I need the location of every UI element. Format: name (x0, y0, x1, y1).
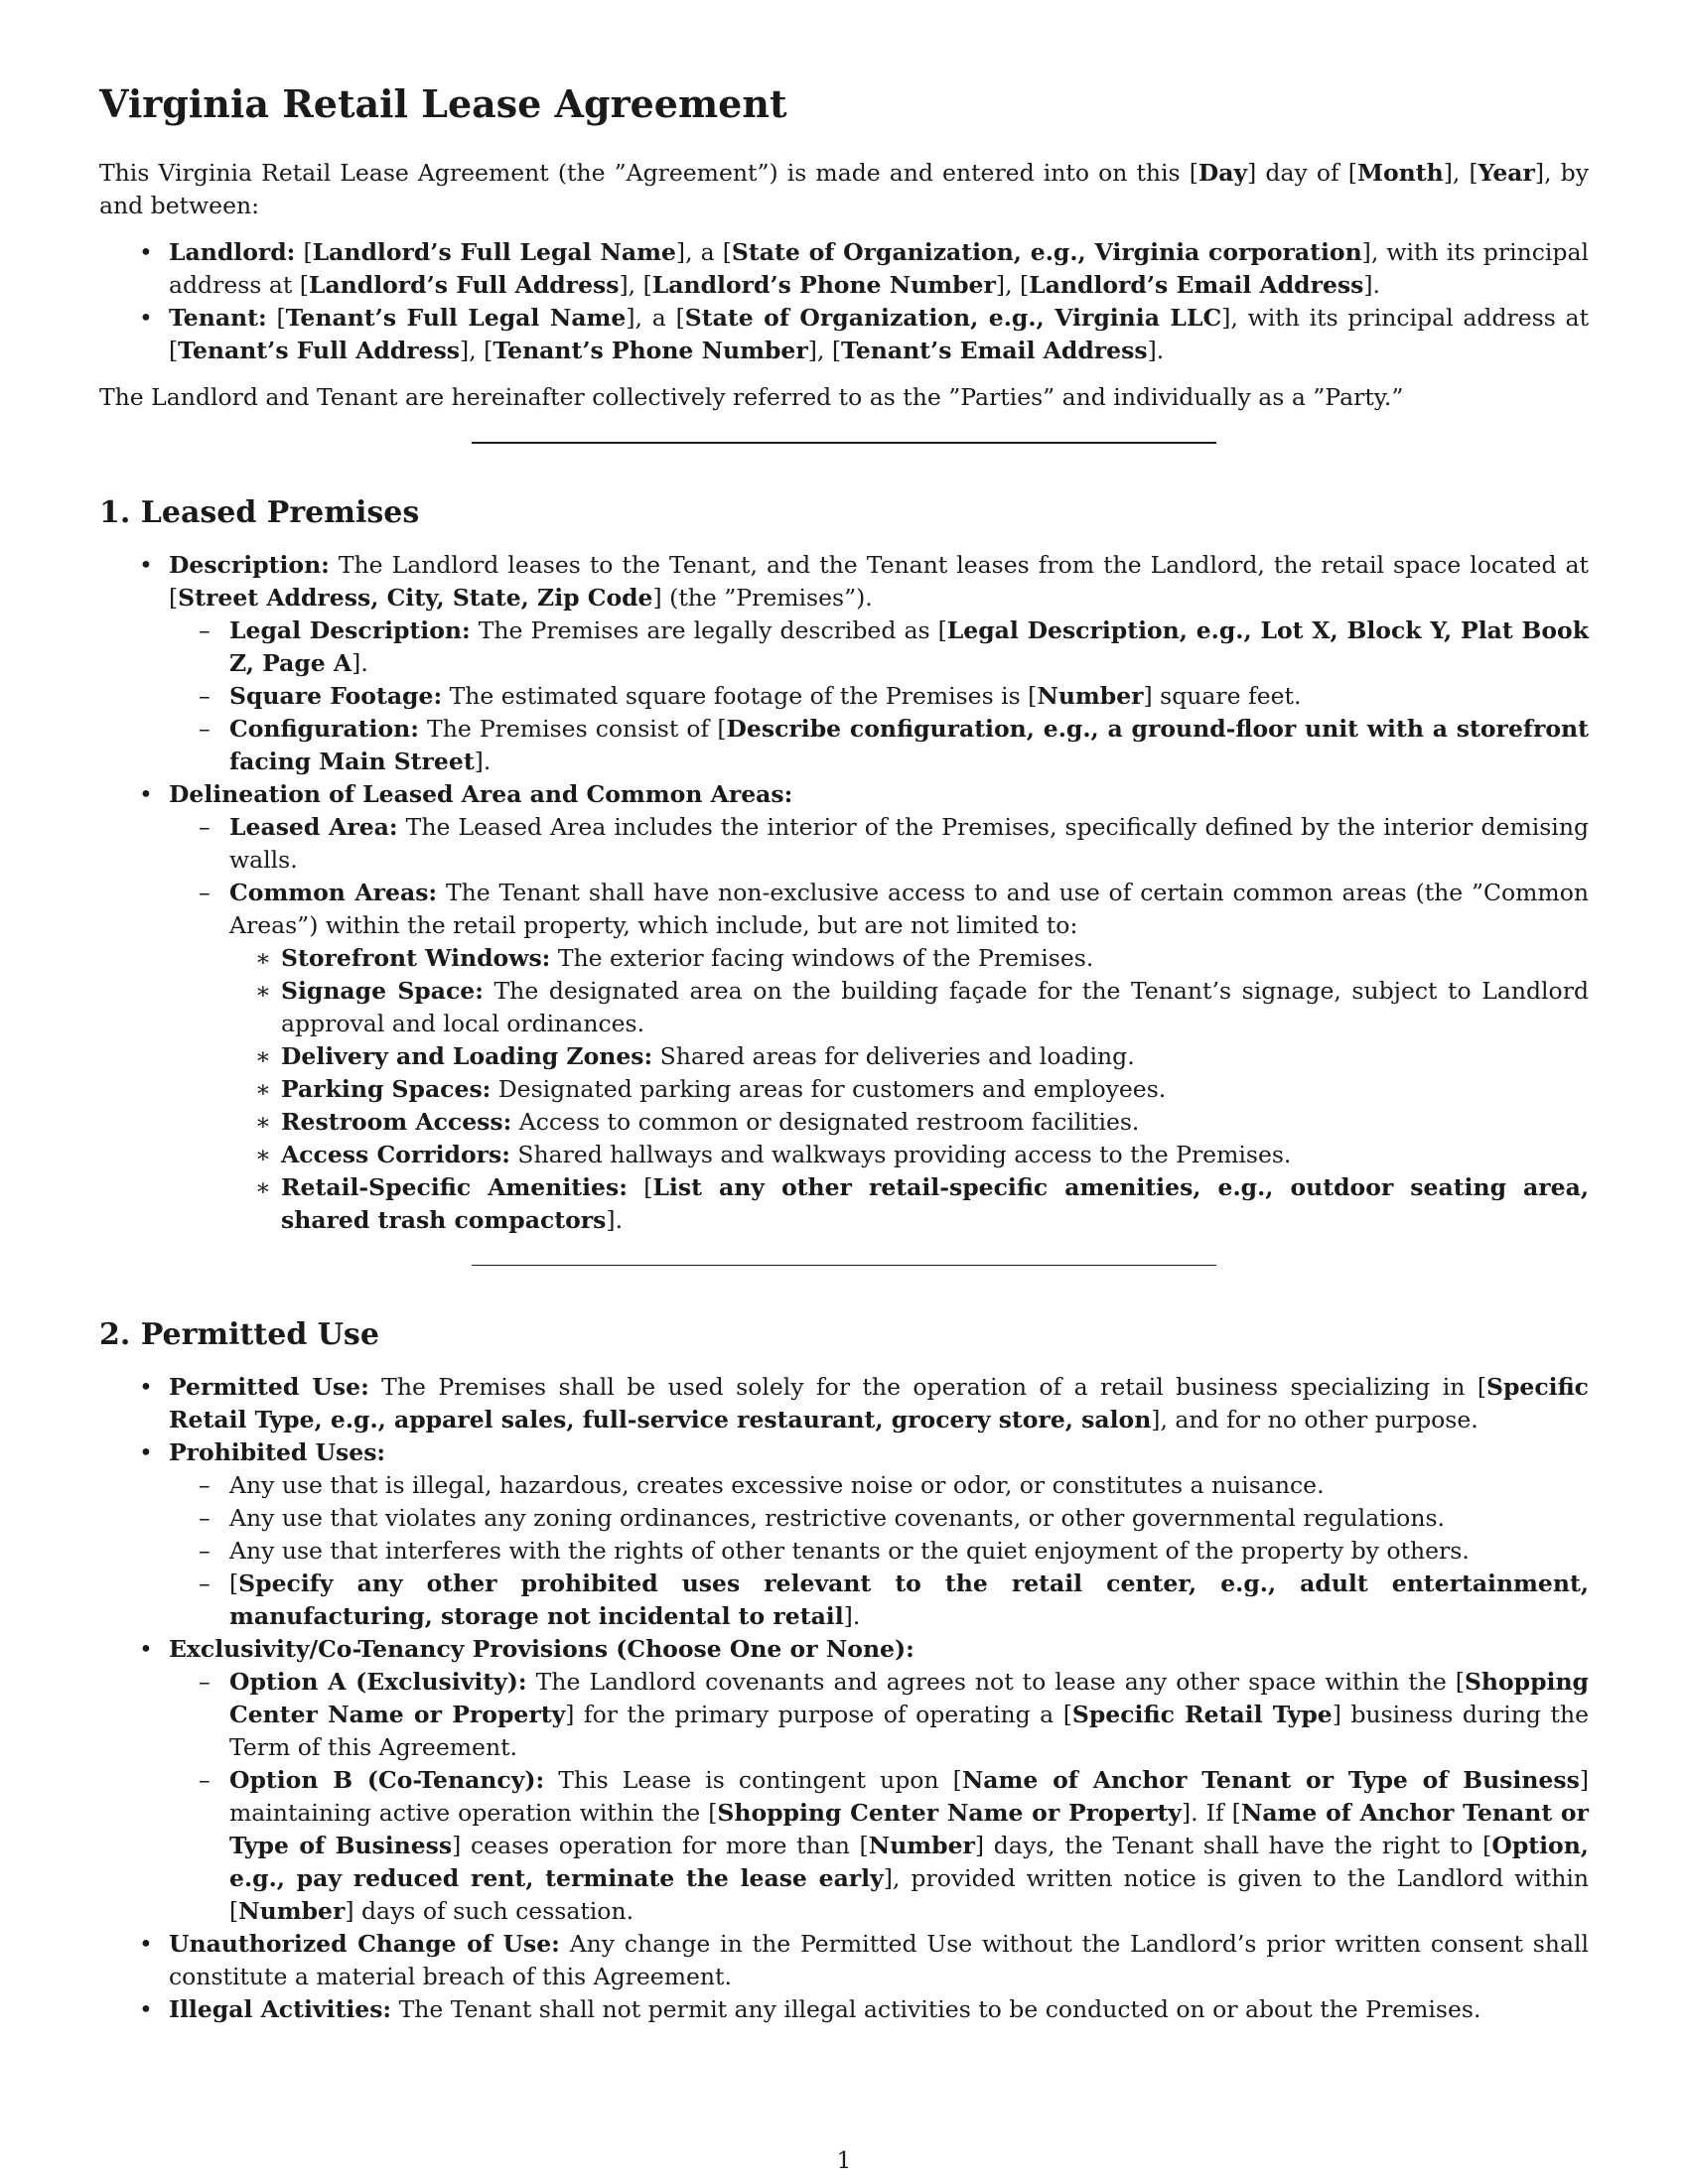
landlord-label: Landlord: (169, 237, 296, 266)
text: ], and for no other purpose. (1151, 1405, 1478, 1433)
text: ] maintaining active operation within the [ (229, 1765, 1589, 1827)
landlord-address-placeholder: Landlord’s Full Address (308, 270, 620, 299)
text: ], provided written notice is given to the Landlord within [ (229, 1863, 1589, 1925)
delineation-label: Delineation of Leased Area and Common Areas: (169, 779, 793, 808)
landlord-email-placeholder: Landlord’s Email Address (1029, 270, 1364, 299)
retail-type-placeholder: Specific Retail Type (1071, 1700, 1333, 1728)
document-page (99, 81, 1589, 2040)
unauthorized-change-label: Unauthorized Change of Use: (169, 1929, 560, 1958)
retail-amenities-placeholder: List any other retail-specific amenities, e.g., outdoor seating area, shared trash compactors (281, 1172, 1590, 1234)
description-label: Description: (169, 550, 330, 579)
day-placeholder: Day (1197, 158, 1248, 187)
text: ] square feet. (1143, 681, 1302, 710)
description-item (99, 549, 1589, 778)
legal-description-item (169, 614, 1589, 680)
text: This Lease is contingent upon [ (544, 1765, 962, 1794)
text: Shared hallways and walkways providing access to the Premises. (509, 1140, 1292, 1168)
delineation-item (99, 778, 1589, 1237)
amenity-label: Retail-Specific Amenities: (281, 1172, 628, 1201)
text: The Premises are legally described as [ (470, 615, 947, 644)
landlord-org-placeholder: State of Organization, e.g., Virginia corporation (731, 237, 1362, 266)
text: Access to common or designated restroom facilities. (511, 1107, 1140, 1136)
amenity-item (229, 942, 1589, 975)
intro-text: ], by and between: (99, 158, 1589, 219)
text: ]. (1363, 270, 1381, 299)
text: Shared areas for deliveries and loading. (652, 1041, 1135, 1070)
amenity-label: Storefront Windows: (281, 943, 551, 972)
leased-premises-list (99, 549, 1589, 1237)
prohibited-uses-sublist (169, 1469, 1589, 1633)
intro-text: ], [ (1443, 158, 1478, 187)
permitted-use-item (99, 1371, 1589, 1436)
prohibited-uses-label: Prohibited Uses: (169, 1437, 386, 1466)
page-number: 1 (836, 2146, 852, 2174)
text: [ (627, 1172, 653, 1201)
section-heading-permitted-use: 2. Permitted Use (99, 1316, 379, 1352)
tenant-org-placeholder: State of Organization, e.g., Virginia LLC (684, 303, 1222, 332)
text: ] business during the Term of this Agreement. (229, 1700, 1589, 1761)
configuration-item (169, 713, 1589, 778)
amenity-item (229, 975, 1589, 1040)
premises-address-placeholder: Street Address, City, State, Zip Code (178, 583, 653, 612)
text: ] ceases operation for more than [ (452, 1831, 869, 1859)
text: The exterior facing windows of the Premises. (550, 943, 1094, 972)
text: The Premises shall be used solely for the operation of a retail business specializing in [ (368, 1372, 1486, 1401)
option-a-label: Option A (Exclusivity): (229, 1667, 527, 1696)
permitted-use-label: Permitted Use: (169, 1372, 369, 1401)
text: ]. (352, 648, 368, 677)
amenity-label: Restroom Access: (281, 1107, 512, 1136)
text: ]. (606, 1205, 624, 1234)
text: [ (295, 237, 313, 266)
text: The designated area on the building façade for the Tenant’s signage, subject to Landlord approval and local ordinances. (281, 976, 1589, 1037)
parties-definition: The Landlord and Tenant are hereinafter collectively referred to as the ”Parties” and individually as a ”Party.” (99, 382, 1404, 411)
landlord-name-placeholder: Landlord’s Full Legal Name (312, 237, 676, 266)
configuration-placeholder: Describe configuration, e.g., a ground-floor unit with a storefront facing Main Street (229, 714, 1589, 775)
section-divider (472, 1265, 1216, 1266)
section-divider (472, 442, 1216, 444)
unauthorized-change-item (99, 1928, 1589, 1993)
illegal-activities-label: Illegal Activities: (169, 1994, 392, 2023)
prohibited-uses-item (99, 1436, 1589, 1633)
text: ]. (474, 747, 492, 775)
text: [ (229, 1569, 239, 1597)
shopping-center-placeholder: Shopping Center Name or Property (717, 1798, 1182, 1827)
amenity-item (229, 1139, 1589, 1171)
option-b-item (169, 1764, 1589, 1928)
amenities-list (229, 942, 1589, 1237)
intro-text: ] day of [ (1247, 158, 1357, 187)
text: Designated parking areas for customers and employees. (491, 1074, 1167, 1103)
text: ], a [ (675, 237, 732, 266)
text: ] days of such cessation. (345, 1896, 634, 1925)
text: ]. (1147, 336, 1165, 364)
amenity-label: Signage Space: (281, 976, 484, 1005)
tenant-item (99, 302, 1589, 367)
amenity-item (229, 1073, 1589, 1106)
amenity-label: Access Corridors: (281, 1140, 510, 1168)
exclusivity-item (99, 1633, 1589, 1928)
text: ] (the ”Premises”). (652, 583, 873, 612)
exclusivity-label: Exclusivity/Co-Tenancy Provisions (Choose One or None): (169, 1634, 914, 1663)
anchor-tenant-placeholder: Name of Anchor Tenant or Type of Business (961, 1765, 1580, 1794)
intro-paragraph (99, 157, 1589, 222)
document-title: Virginia Retail Lease Agreement (99, 81, 787, 126)
text: ] days, the Tenant shall have the right to [ (974, 1831, 1492, 1859)
common-areas-item (169, 877, 1589, 1237)
text: The Leased Area includes the interior of the Premises, specifically defined by the interior demising walls. (229, 812, 1589, 874)
text: The Premises consist of [ (418, 714, 727, 743)
shopping-center-placeholder: Shopping Center Name or Property (229, 1667, 1589, 1728)
tenant-name-placeholder: Tenant’s Full Legal Name (285, 303, 627, 332)
text: ], [ (807, 336, 842, 364)
anchor-tenant-placeholder: Name of Anchor Tenant or Type of Business (229, 1798, 1589, 1859)
text: The estimated square footage of the Premises is [ (442, 681, 1038, 710)
text: The Tenant shall not permit any illegal activities to be conducted on or about the Premises. (391, 1994, 1481, 2023)
year-placeholder: Year (1477, 158, 1535, 187)
text: ], [ (460, 336, 493, 364)
text: ], [ (995, 270, 1030, 299)
amenity-label: Delivery and Loading Zones: (281, 1041, 653, 1070)
option-a-item (169, 1666, 1589, 1764)
number-placeholder: Number (868, 1831, 975, 1859)
configuration-label: Configuration: (229, 714, 419, 743)
number-placeholder: Number (238, 1896, 346, 1925)
delineation-sublist (169, 811, 1589, 1237)
tenant-phone-placeholder: Tenant’s Phone Number (492, 336, 808, 364)
square-footage-placeholder: Number (1037, 681, 1144, 710)
text: ]. If [ (1181, 1798, 1241, 1827)
exclusivity-sublist (169, 1666, 1589, 1928)
retail-type-placeholder: Specific Retail Type, e.g., apparel sales, full-service restaurant, grocery store, salon (169, 1372, 1589, 1433)
section-heading-leased-premises: 1. Leased Premises (99, 494, 420, 530)
landlord-item (99, 236, 1589, 302)
text: Any change in the Permitted Use without the Landlord’s prior written consent shall constitute a material breach of this Agreement. (169, 1929, 1589, 1990)
text: ] for the primary purpose of operating a [ (565, 1700, 1072, 1728)
text: ], with its principal address at [ (169, 303, 1590, 364)
square-footage-item (169, 680, 1589, 713)
text: ], a [ (626, 303, 685, 332)
text: ], with its principal address at [ (169, 237, 1589, 299)
amenity-item (229, 1040, 1589, 1073)
prohibited-use: – Any use that interferes with the rights of other tenants or the quiet enjoyment of the property by others. (169, 1535, 1589, 1568)
text: ]. (843, 1601, 861, 1630)
month-placeholder: Month (1356, 158, 1444, 187)
amenity-label: Parking Spaces: (281, 1074, 492, 1103)
square-footage-label: Square Footage: (229, 681, 443, 710)
prohibited-use: – Any use that violates any zoning ordinances, restrictive covenants, or other governmental regulations. (169, 1502, 1589, 1535)
option-placeholder: Option, e.g., pay reduced rent, terminate the lease early (229, 1831, 1589, 1892)
description-sublist (169, 614, 1589, 778)
text: [ (266, 303, 286, 332)
intro-text: This Virginia Retail Lease Agreement (the ”Agreement”) is made and entered into on this [ (99, 158, 1198, 187)
tenant-email-placeholder: Tenant’s Email Address (841, 336, 1148, 364)
text: The Tenant shall have non-exclusive access to and use of certain common areas (the ”Common Areas”) within the retail property, which include, but are not limited to: (229, 878, 1590, 939)
other-prohibited-placeholder: Specify any other prohibited uses relevant to the retail center, e.g., adult entertainment, manufacturing, storage not incidental to retail (229, 1569, 1589, 1630)
tenant-label: Tenant: (169, 303, 267, 332)
text: The Landlord covenants and agrees not to lease any other space within the [ (526, 1667, 1465, 1696)
illegal-activities-item (99, 1993, 1589, 2026)
prohibited-use: – Any use that is illegal, hazardous, creates excessive noise or odor, or constitutes a nuisance. (169, 1469, 1589, 1502)
text: ], [ (619, 270, 652, 299)
prohibited-use (169, 1568, 1589, 1633)
legal-description-placeholder: Legal Description, e.g., Lot X, Block Y, Plat Book Z, Page A (229, 615, 1589, 677)
amenity-item (229, 1106, 1589, 1139)
leased-area-label: Leased Area: (229, 812, 398, 841)
landlord-phone-placeholder: Landlord’s Phone Number (651, 270, 996, 299)
amenity-item (229, 1171, 1589, 1237)
text: The Landlord leases to the Tenant, and the Tenant leases from the Landlord, the retail space located at [ (169, 550, 1589, 612)
common-areas-label: Common Areas: (229, 878, 438, 906)
leased-area-item (169, 811, 1589, 877)
legal-description-label: Legal Description: (229, 615, 471, 644)
permitted-use-list (99, 1371, 1589, 2026)
option-b-label: Option B (Co-Tenancy): (229, 1765, 545, 1794)
tenant-address-placeholder: Tenant’s Full Address (178, 336, 461, 364)
parties-list (99, 236, 1589, 367)
